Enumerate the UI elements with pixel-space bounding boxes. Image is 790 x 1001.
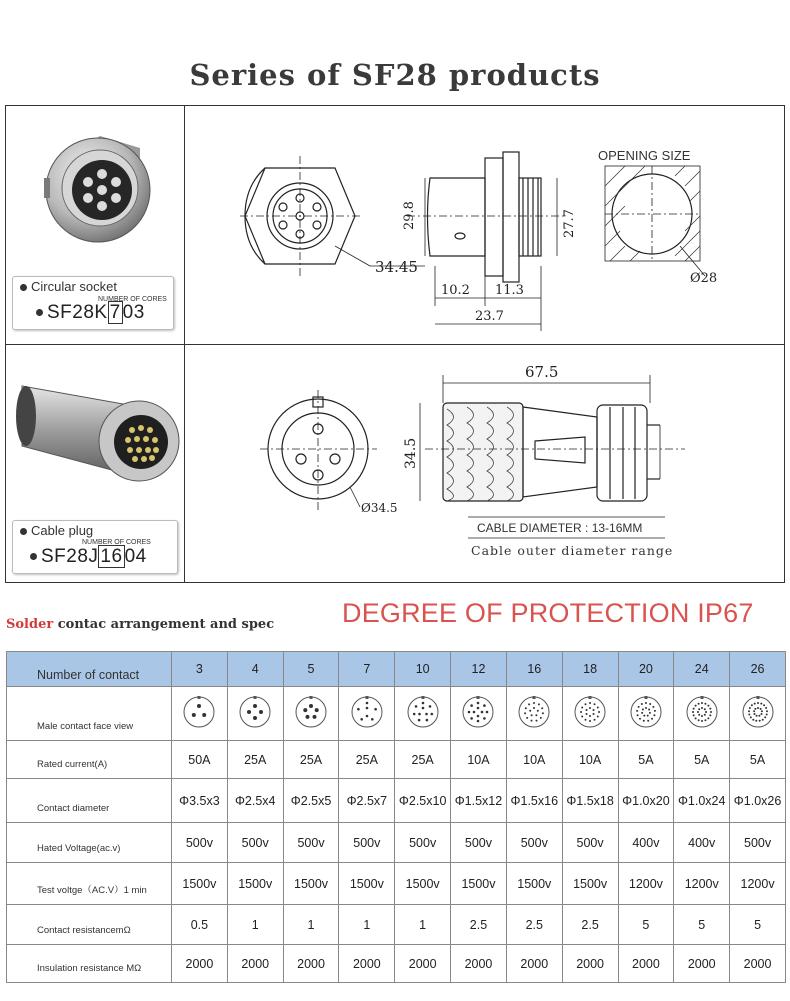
spec-value-cell: 5 — [730, 905, 786, 945]
spec-value-cell: 2000 — [172, 945, 228, 983]
spec-value-cell: 1 — [339, 905, 395, 945]
table-row — [7, 741, 786, 779]
spec-value-cell: 500v — [172, 823, 228, 863]
spec-value-cell: 50A — [172, 741, 228, 779]
dim-socket-height: 29.8 — [402, 201, 417, 230]
plug-name — [20, 523, 93, 538]
spec-value-cell: 5A — [674, 741, 730, 779]
spec-value-cell: Φ1.5x18 — [562, 779, 618, 823]
spec-value-cell: 1500v — [283, 863, 339, 905]
spec-value-cell: 1500v — [172, 863, 228, 905]
contact-face-cell — [506, 687, 562, 741]
dim-plug-face: Ø34.5 — [361, 501, 398, 515]
contact-count-cell: 26 — [730, 652, 786, 687]
socket-model — [36, 302, 145, 324]
spec-value-cell: 500v — [730, 823, 786, 863]
spec-value-cell: Φ1.0x20 — [618, 779, 674, 823]
socket-name — [20, 279, 117, 294]
spec-value-cell: 500v — [562, 823, 618, 863]
spec-value-cell: 2000 — [339, 945, 395, 983]
spec-value-cell: 5 — [618, 905, 674, 945]
plug-photo — [14, 356, 184, 496]
spec-value-cell: 500v — [339, 823, 395, 863]
spec-value-cell: 10A — [451, 741, 507, 779]
contact-count-cell: 3 — [172, 652, 228, 687]
socket-model-prefix: SF28K — [47, 302, 108, 323]
spec-value-cell: Φ1.0x24 — [674, 779, 730, 823]
spec-value-cell: 2000 — [562, 945, 618, 983]
section-label-rest: contac arrangement and spec — [53, 617, 275, 632]
spec-value-cell: 0.5 — [172, 905, 228, 945]
spec-value-cell: Φ2.5x7 — [339, 779, 395, 823]
spec-value-cell: 1500v — [562, 863, 618, 905]
socket-cores-label: NUMBER OF CORES — [98, 296, 167, 303]
spec-value-cell: 5A — [730, 741, 786, 779]
contact-count-cell: 18 — [562, 652, 618, 687]
plug-name-text: Cable plug — [31, 523, 94, 538]
contact-face-icon — [573, 695, 607, 729]
table-row — [7, 687, 786, 741]
contact-face-cell — [395, 687, 451, 741]
contact-face-icon — [461, 695, 495, 729]
spec-table — [6, 651, 786, 983]
row-label: Contact diameter — [7, 779, 172, 823]
contact-face-icon — [517, 695, 551, 729]
spec-value-cell: 25A — [395, 741, 451, 779]
spec-value-cell: 1200v — [674, 863, 730, 905]
plug-model-suffix: 04 — [124, 546, 147, 567]
table-row — [7, 945, 786, 983]
spec-value-cell: 2000 — [283, 945, 339, 983]
table-row — [7, 863, 786, 905]
spec-value-cell: Φ1.5x12 — [451, 779, 507, 823]
dim-plug-diameter: 34.5 — [403, 437, 419, 469]
dim-plug-length: 67.5 — [525, 363, 559, 381]
contact-face-icon — [741, 695, 775, 729]
plug-model — [30, 546, 147, 568]
spec-value-cell: 400v — [618, 823, 674, 863]
spec-value-cell: 1500v — [451, 863, 507, 905]
section-label-red: Solder — [6, 617, 54, 632]
dim-socket-length: 23.7 — [475, 309, 504, 324]
spec-value-cell: 10A — [506, 741, 562, 779]
spec-value-cell: 2000 — [730, 945, 786, 983]
contact-face-icon — [350, 695, 384, 729]
spec-value-cell: 2000 — [395, 945, 451, 983]
spec-value-cell: 2.5 — [562, 905, 618, 945]
spec-value-cell: 500v — [227, 823, 283, 863]
spec-value-cell: 500v — [506, 823, 562, 863]
contact-face-cell — [674, 687, 730, 741]
spec-value-cell: Φ1.5x16 — [506, 779, 562, 823]
spec-value-cell: 5A — [618, 741, 674, 779]
socket-model-cores: 7 — [109, 302, 121, 323]
contact-face-icon — [294, 695, 328, 729]
section-label — [6, 617, 274, 632]
contact-count-cell: 7 — [339, 652, 395, 687]
spec-value-cell: 2000 — [506, 945, 562, 983]
contact-face-cell — [283, 687, 339, 741]
contact-count-cell: 12 — [451, 652, 507, 687]
spec-value-cell: 2.5 — [506, 905, 562, 945]
spec-value-cell: Φ2.5x10 — [395, 779, 451, 823]
spec-value-cell: Φ2.5x5 — [283, 779, 339, 823]
plug-model-prefix: SF28J — [41, 546, 99, 567]
socket-photo — [30, 118, 160, 268]
bullet-icon — [20, 284, 27, 291]
contact-face-icon — [629, 695, 663, 729]
spec-value-cell: 1500v — [506, 863, 562, 905]
plug-drawing — [185, 345, 784, 582]
contact-face-cell — [618, 687, 674, 741]
spec-value-cell: 500v — [395, 823, 451, 863]
contact-count-cell: 4 — [227, 652, 283, 687]
spec-value-cell: Φ2.5x4 — [227, 779, 283, 823]
spec-value-cell: 1500v — [339, 863, 395, 905]
contact-count-cell: 5 — [283, 652, 339, 687]
spec-value-cell: 1200v — [730, 863, 786, 905]
spec-value-cell: 2000 — [451, 945, 507, 983]
row-label: Number of contact — [7, 652, 172, 687]
contact-face-cell — [730, 687, 786, 741]
bullet-icon — [36, 309, 43, 316]
spec-value-cell: 400v — [674, 823, 730, 863]
row-label: Insulation resistance MΩ — [7, 945, 172, 983]
spec-value-cell: 1 — [227, 905, 283, 945]
dim-socket-body: 10.2 — [441, 283, 470, 298]
plug-model-cores: 16 — [100, 546, 123, 567]
spec-value-cell: 2000 — [227, 945, 283, 983]
spec-value-cell: 25A — [339, 741, 395, 779]
spec-value-cell: 25A — [227, 741, 283, 779]
contact-count-cell: 10 — [395, 652, 451, 687]
contact-count-cell: 16 — [506, 652, 562, 687]
row-label: Rated current(A) — [7, 741, 172, 779]
spec-value-cell: 1500v — [395, 863, 451, 905]
contact-face-cell — [451, 687, 507, 741]
table-row — [7, 905, 786, 945]
cable-diameter-label: CABLE DIAMETER : 13-16MM — [477, 521, 643, 535]
spec-value-cell: 2000 — [618, 945, 674, 983]
bullet-icon — [30, 553, 37, 560]
row-label: Test voltge（AC.V）1 min — [7, 863, 172, 905]
cable-range-label: Cable outer diameter range — [471, 543, 674, 558]
plug-cores-label: NUMBER OF CORES — [82, 539, 151, 546]
spec-value-cell: 1500v — [227, 863, 283, 905]
row-label: Male contact face view — [7, 687, 172, 741]
contact-face-icon — [182, 695, 216, 729]
contact-count-cell: 20 — [618, 652, 674, 687]
spec-value-cell: Φ1.0x26 — [730, 779, 786, 823]
dim-socket-flange: 11.3 — [495, 283, 524, 298]
spec-value-cell: 1200v — [618, 863, 674, 905]
spec-value-cell: 2.5 — [451, 905, 507, 945]
bullet-icon — [20, 528, 27, 535]
spec-value-cell: 500v — [283, 823, 339, 863]
contact-face-cell — [227, 687, 283, 741]
socket-name-text: Circular socket — [31, 279, 117, 294]
dim-opening: Ø28 — [690, 271, 718, 286]
contact-count-cell: 24 — [674, 652, 730, 687]
table-row — [7, 823, 786, 863]
socket-drawing — [185, 106, 784, 343]
protection-degree: DEGREE OF PROTECTION IP67 — [342, 598, 754, 628]
socket-model-suffix: 03 — [122, 302, 145, 323]
opening-size-label: OPENING SIZE — [598, 148, 691, 163]
table-header-row — [7, 652, 786, 687]
spec-value-cell: 1 — [283, 905, 339, 945]
dim-socket-thread: 27.7 — [562, 209, 577, 238]
dim-socket-face: 34.45 — [375, 258, 418, 276]
spec-value-cell: 500v — [451, 823, 507, 863]
contact-face-cell — [172, 687, 228, 741]
spec-value-cell: 1 — [395, 905, 451, 945]
table-row — [7, 779, 786, 823]
spec-value-cell: 10A — [562, 741, 618, 779]
row-label: Contact resistancemΩ — [7, 905, 172, 945]
page-title: Series of SF28 products — [189, 58, 601, 92]
spec-value-cell: 5 — [674, 905, 730, 945]
contact-face-cell — [339, 687, 395, 741]
spec-value-cell: 25A — [283, 741, 339, 779]
contact-face-cell — [562, 687, 618, 741]
row-label: Hated Voltage(ac.v) — [7, 823, 172, 863]
spec-value-cell: 2000 — [674, 945, 730, 983]
spec-value-cell: Φ3.5x3 — [172, 779, 228, 823]
contact-face-icon — [238, 695, 272, 729]
contact-face-icon — [406, 695, 440, 729]
contact-face-icon — [685, 695, 719, 729]
